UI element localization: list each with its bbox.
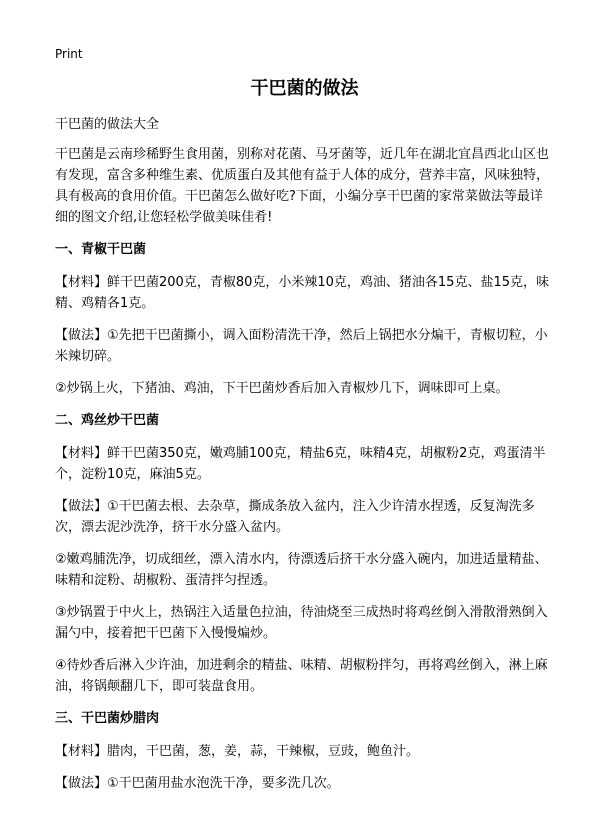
paragraph: 【材料】鲜干巴菌350克，嫩鸡脯100克，精盐6克，味精4克，胡椒粉2克，鸡蛋清半个，淀粉10克，麻油5克。: [55, 446, 546, 482]
paragraph: ④待炒香后淋入少许油，加进剩余的精盐、味精、胡椒粉拌匀，再将鸡丝倒入，淋上麻油，将锅颠翻几下，即可装盘食用。: [55, 658, 548, 694]
page-title: 干巴菌的做法: [250, 78, 359, 99]
section-heading: 三、干巴菌炒腊肉: [55, 711, 160, 726]
paragraph: 【做法】①先把干巴菌撕小，调入面粉清洗干净，然后上锅把水分煸干，青椒切粒，小米辣切碎。: [55, 328, 548, 364]
section-3: [55, 708, 554, 794]
paragraph: ②炒锅上火，下猪油、鸡油，下干巴菌炒香后加入青椒炒几下，调味即可上桌。: [55, 381, 509, 396]
paragraph: 【材料】腊肉，干巴菌，葱，姜，蒜，干辣椒，豆豉，鲍鱼汁。: [55, 744, 420, 759]
paragraph: ③炒锅置于中火上，热锅注入适量色拉油，待油烧至三成热时将鸡丝倒入滑散滑熟倒入漏勺中，接着把干巴菌下入慢慢煸炒。: [55, 605, 548, 641]
print-link[interactable]: Print: [55, 47, 83, 61]
intro-paragraph: 干巴菌是云南珍稀野生食用菌，别称对花菌、马牙菌等，近几年在湖北宜昌西北山区也有发现，富含多种维生素、优质蛋白及其他有益于人体的成分，营养丰富，风味独特，具有极高的食用价值。干巴菌怎么做好吃?下面，小编分享干巴菌的家常菜做法等最详细的图文介绍,让您轻松学做美味佳肴!: [55, 147, 550, 225]
paragraph: 【做法】①干巴菌用盐水泡洗干净，要多洗几次。: [55, 776, 340, 791]
subtitle: 干巴菌的做法大全: [55, 117, 160, 132]
section-heading: 二、鸡丝炒干巴菌: [55, 413, 160, 428]
section-1: [55, 239, 554, 399]
section-2: [55, 410, 554, 697]
paragraph: ②嫩鸡脯洗净，切成细丝，漂入清水内，待漂透后挤干水分盛入碗内，加进适量精盐、味精和淀粉、胡椒粉、蛋清拌匀捏透。: [55, 552, 548, 588]
paragraph: 【做法】①干巴菌去根、去杂草，撕成条放入盆内，注入少许清水捏透，反复淘洗多次，漂去泥沙洗净，挤干水分盛入盆内。: [55, 499, 535, 535]
paragraph: 【材料】鲜干巴菌200克，青椒80克，小米辣10克，鸡油、猪油各15克、盐15克，味精、鸡精各1克。: [55, 275, 549, 311]
section-heading: 一、青椒干巴菌: [55, 242, 147, 257]
